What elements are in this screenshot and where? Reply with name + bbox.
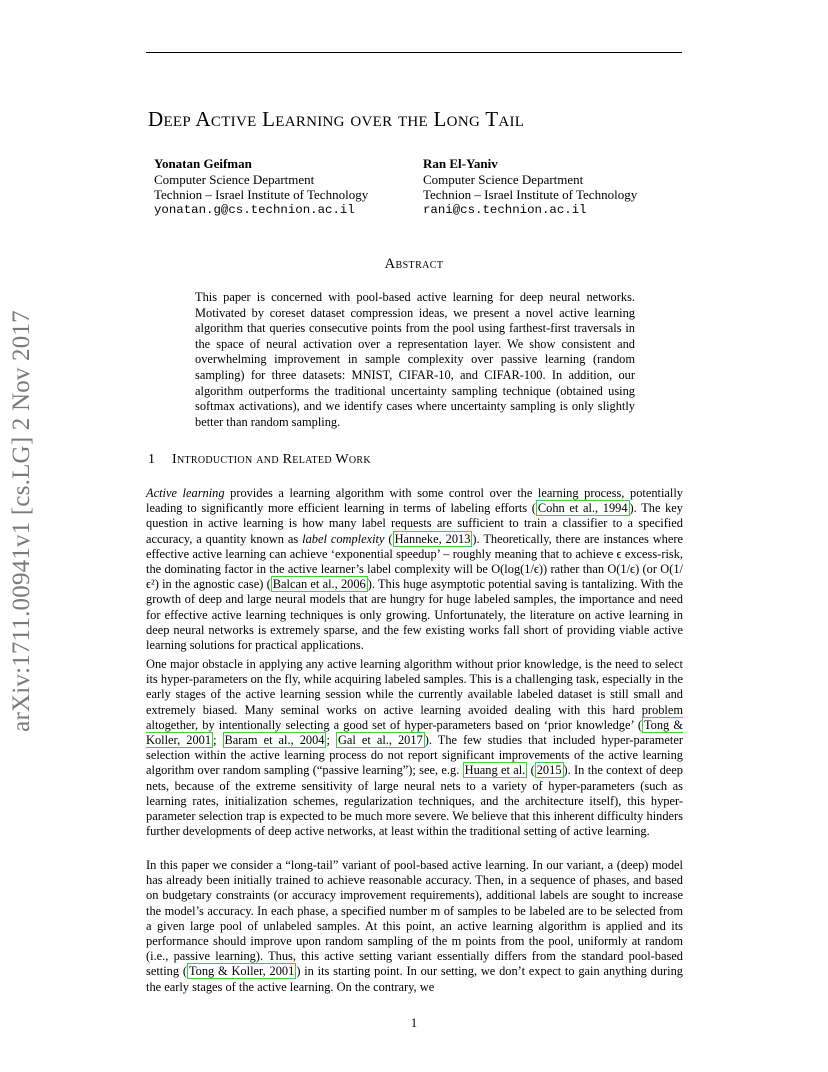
text-run: ( <box>527 763 535 778</box>
text-run: ). The key question in active learning is how many label requests are sufficient to train a classifier to a specified accuracy, a quantity known as <box>146 501 683 546</box>
citation-link[interactable]: Tong & Koller, 2001 <box>146 717 683 748</box>
text-run: provides a learning algorithm with some control over the learning process, potentially leading to significantly more efficient learning in terms of labeling efforts ( <box>146 486 683 516</box>
text-run: ). In the context of deep nets, because of the extreme sensitivity of large neural nets to a variety of hyper-parameters (such as learning rates, initialization schemes, regularization techniques, and the architecture itself), this hyper-parameter selection trap is expected to be much more severe. We believe that this inherent difficulty hinders further developments of deep active networks, at least within the traditional setting of active learning. <box>146 763 683 839</box>
emphasis: Active learning <box>146 486 225 500</box>
author-institution: Technion – Israel Institute of Technology <box>154 187 369 202</box>
author-institution: Technion – Israel Institute of Technology <box>423 187 638 202</box>
top-rule <box>146 52 682 53</box>
text-run: ). Theoretically, there are instances where effective active learning can achieve ‘exponential speedup’ – roughly meaning that to achieve ϵ excess-risk, the dominating factor in the active learner’s label complexity will be O(log(1/ϵ)) rather than O(1/ϵ) (or O(1/ϵ²) in the agnostic case) ( <box>146 531 683 592</box>
emphasis: label complexity <box>302 531 385 546</box>
abstract-text: This paper is concerned with pool-based active learning for deep neural networks. Motivated by coreset dataset compression ideas, we present a novel active learning algorithm that queries consecutive points from the pool using farthest-first traversals in the space of neural activation over a representation layer. We show consistent and overwhelming improvement in sample complexity over passive learning (random sampling) for three datasets: MNIST, CIFAR-10, and CIFAR-100. In addition, our algorithm outperforms the traditional uncertainty sampling technique (obtained using softmax activations), and we identify cases where uncertainty sampling is only slightly better than random sampling. <box>195 290 635 429</box>
citation-link[interactable]: Cohn et al., 1994 <box>537 501 628 516</box>
body-paragraph <box>146 858 683 995</box>
text-run: ; <box>213 733 223 748</box>
citation-link[interactable]: Balcan et al., 2006 <box>272 577 366 592</box>
author-email: rani@cs.technion.ac.il <box>423 202 587 217</box>
author-department: Computer Science Department <box>423 171 584 187</box>
text-run: ) in its starting point. In our setting, we don’t expect to gain anything during the early stages of the active learning. On the contrary, we <box>146 964 683 994</box>
citation-link[interactable]: Gal et al., 2017 <box>337 733 423 748</box>
section-heading <box>148 452 371 468</box>
text-run: ; <box>326 733 336 748</box>
arxiv-identifier: arXiv:1711.00941v1 [cs.LG] 2 Nov 2017 <box>8 310 35 732</box>
citation-link[interactable]: Baram et al., 2004 <box>224 733 325 748</box>
paper-title: Deep Active Learning over the Long Tail <box>148 107 525 131</box>
citation-link[interactable]: 2015 <box>536 763 562 778</box>
text-run: ). This huge asymptotic potential saving is tantalizing. With the growth of deep and large neural models that are hungry for huge labeled samples, the importance and need for effective active learning techniques is only growing. Unfortunately, the literature on active learning in deep neural networks is extremely sparse, and the few existing works fall short of providing viable active learning solutions for practical applications. <box>146 577 683 653</box>
abstract-heading: Abstract <box>384 256 444 272</box>
text-run: ). The few studies that included hyper-parameter selection within the active learning process do not report significant improvements of the active learning algorithm over random sampling (“passive learning”); see, e.g. <box>146 733 683 778</box>
arxiv-sidebar <box>4 290 40 752</box>
author-email: yonatan.g@cs.technion.ac.il <box>154 202 355 217</box>
text-run: ( <box>384 531 393 546</box>
section-number: 1 <box>148 452 156 467</box>
author-name: Yonatan Geifman <box>154 156 252 171</box>
citation-link[interactable]: Huang et al. <box>464 763 526 778</box>
page-number: 1 <box>410 1016 418 1030</box>
citation-link[interactable]: Tong & Koller, 2001 <box>188 964 295 979</box>
author-block <box>154 156 368 218</box>
body-paragraph <box>146 486 683 653</box>
text-run: In this paper we consider a “long-tail” variant of pool-based active learning. In our variant, a (deep) model has already been initially trained to achieve reasonable accuracy. Then, in a sequence of phases, and based on budgetary constraints (or accuracy improvement requirements), additional labels are sought to increase the model’s accuracy. In each phase, a specified number m of samples to be labeled are to be selected from a given large pool of unlabeled samples. At this point, an active learning algorithm is applied and its performance should improve upon random sampling of the m points from the pool, uniformly at random (i.e., passive learning). Thus, this active setting variant essentially differs from the standard pool-based setting ( <box>146 858 683 979</box>
author-name: Ran El-Yaniv <box>423 156 498 171</box>
author-department: Computer Science Department <box>154 171 315 187</box>
author-block <box>423 156 637 218</box>
text-run: One major obstacle in applying any active learning algorithm without prior knowledge, is the need to select its hyper-parameters on the fly, while acquiring labeled samples. This is a challenging task, especially in the early stages of the active learning session while the currently available labeled dataset is still small and extremely biased. Many seminal works on active learning avoided dealing with this hard problem altogether, by intentionally selecting a good set of hyper-parameters based on ‘prior knowledge’ ( <box>146 657 683 732</box>
citation-link[interactable]: Hanneke, 2013 <box>394 531 471 546</box>
section-title: Introduction and Related Work <box>172 452 371 467</box>
body-paragraph <box>146 657 683 839</box>
